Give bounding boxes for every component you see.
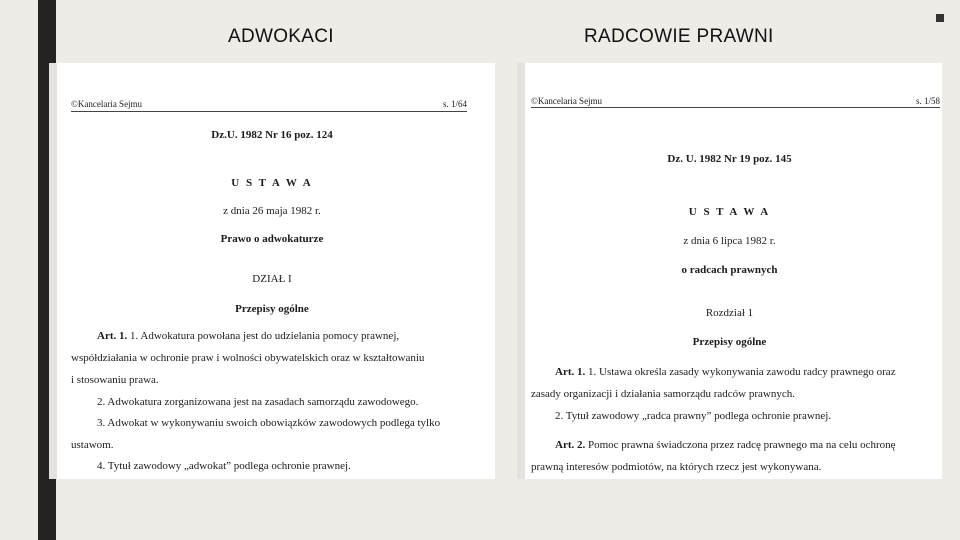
doc-type: U S T A W A	[688, 206, 771, 218]
article-2-line-2: prawną interesów podmiotów, na których rzecz jest wykonywana.	[531, 461, 822, 473]
doc-publisher: ©Kancelaria Sejmu	[531, 96, 603, 106]
header-rule	[531, 107, 940, 108]
doc-title: o radcach prawnych	[681, 264, 778, 276]
article-label: Art. 1.	[555, 366, 586, 378]
document-o-radcach-prawnych	[517, 63, 942, 479]
header-rule	[71, 111, 467, 112]
article-1-line-1	[555, 366, 896, 378]
article-label: Art. 1.	[97, 330, 128, 342]
heading-radcowie-prawni: RADCOWIE PRAWNI	[584, 26, 774, 47]
article-2-line-1	[555, 439, 896, 451]
article-1-line-3: i stosowaniu prawa.	[71, 374, 159, 386]
article-1-line-1	[97, 330, 399, 342]
doc-title: Prawo o adwokaturze	[220, 233, 324, 245]
doc-division: DZIAŁ I	[252, 273, 292, 285]
doc-date: z dnia 26 maja 1982 r.	[223, 205, 321, 217]
article-1-para-3-line-2: ustawom.	[71, 439, 114, 451]
slide-marker	[936, 14, 944, 22]
doc-publisher: ©Kancelaria Sejmu	[71, 99, 143, 109]
doc-page-number: s. 1/64	[442, 99, 467, 109]
doc-date: z dnia 6 lipca 1982 r.	[683, 235, 776, 247]
article-text: 1. Adwokatura powołana jest do udzielania pomocy prawnej,	[130, 330, 400, 342]
doc-citation: Dz.U. 1982 Nr 16 poz. 124	[211, 129, 333, 141]
doc-type: U S T A W A	[231, 177, 313, 189]
article-text: 1. Ustawa określa zasady wykonywania zawodu radcy prawnego oraz	[588, 366, 896, 378]
page-shadow	[49, 63, 57, 479]
document-prawo-o-adwokaturze	[49, 63, 495, 479]
doc-section-title: Przepisy ogólne	[235, 303, 309, 315]
article-1-para-2: 2. Tytuł zawodowy „radca prawny” podlega ochronie prawnej.	[555, 410, 832, 422]
doc-chapter: Rozdział 1	[705, 307, 754, 319]
article-1-para-4: 4. Tytuł zawodowy „adwokat” podlega ochronie prawnej.	[97, 460, 351, 472]
article-1-line-2: zasady organizacji i działania samorządu radców prawnych.	[531, 388, 795, 400]
article-1-para-3-line-1: 3. Adwokat w wykonywaniu swoich obowiązków zawodowych podlega tylko	[97, 417, 441, 429]
article-1-line-2: współdziałania w ochronie praw i wolności obywatelskich oraz w kształtowaniu	[71, 352, 425, 364]
doc-section-title: Przepisy ogólne	[692, 336, 767, 348]
doc-citation: Dz. U. 1982 Nr 19 poz. 145	[667, 153, 792, 165]
heading-adwokaci: ADWOKACI	[228, 26, 334, 47]
article-label: Art. 2.	[555, 439, 586, 451]
article-text: Pomoc prawna świadczona przez radcę prawnego ma na celu ochronę	[588, 439, 896, 451]
doc-page-number: s. 1/58	[915, 96, 940, 106]
article-1-para-2: 2. Adwokatura zorganizowana jest na zasadach samorządu zawodowego.	[97, 396, 419, 408]
